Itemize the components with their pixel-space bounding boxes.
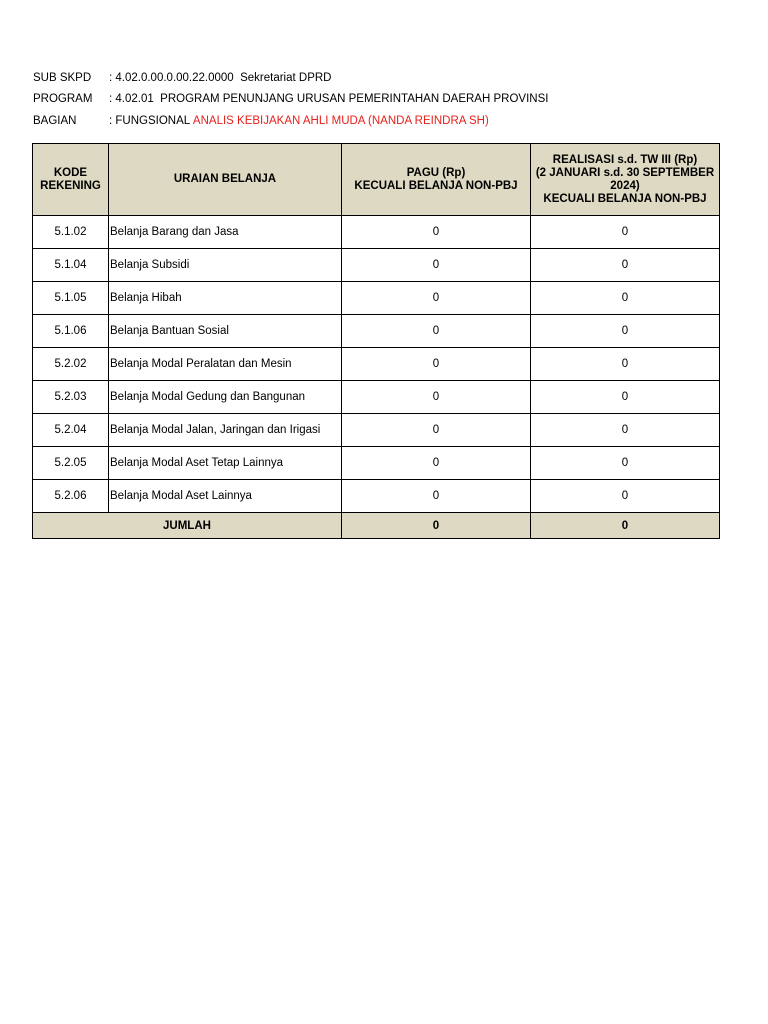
realisasi-cell: 0 xyxy=(531,315,720,348)
bagian-highlight: ANALIS KEBIJAKAN AHLI MUDA (NANDA REINDRA SH) xyxy=(192,114,489,127)
program-value: : 4.02.01 PROGRAM PENUNJANG URUSAN PEMERINTAHAN DAERAH PROVINSI xyxy=(109,93,549,106)
header-kode-line-1: KODE xyxy=(53,166,88,179)
pagu-cell: 0 xyxy=(342,249,531,282)
uraian-cell: Belanja Modal Peralatan dan Mesin xyxy=(109,348,342,381)
kode-cell: 5.1.04 xyxy=(33,249,109,282)
realisasi-cell: 0 xyxy=(531,249,720,282)
realisasi-cell: 0 xyxy=(531,216,720,249)
header-uraian-line-1: URAIAN BELANJA xyxy=(173,173,277,185)
uraian-cell: Belanja Modal Aset Tetap Lainnya xyxy=(109,447,342,480)
table-row xyxy=(33,216,720,249)
header-pagu xyxy=(342,144,531,216)
table-row xyxy=(33,348,720,381)
total-realisasi: 0 xyxy=(531,513,720,539)
kode-cell: 5.2.06 xyxy=(33,480,109,513)
pagu-cell: 0 xyxy=(342,381,531,414)
uraian-cell: Belanja Subsidi xyxy=(109,249,342,282)
kode-cell: 5.1.05 xyxy=(33,282,109,315)
uraian-cell: Belanja Bantuan Sosial xyxy=(109,315,342,348)
realisasi-cell: 0 xyxy=(531,480,720,513)
table-row xyxy=(33,381,720,414)
program-row xyxy=(33,89,548,111)
table-row xyxy=(33,315,720,348)
header-kode-line-2: REKENING xyxy=(40,179,101,192)
bagian-row xyxy=(33,110,548,132)
uraian-cell: Belanja Modal Jalan, Jaringan dan Irigasi xyxy=(109,414,342,447)
pagu-cell: 0 xyxy=(342,480,531,513)
program-label: PROGRAM xyxy=(33,93,93,106)
header-realisasi-line-1: REALISASI s.d. TW III (Rp) xyxy=(552,153,698,166)
total-label: JUMLAH xyxy=(33,513,342,539)
header-realisasi-line-4: KECUALI BELANJA NON-PBJ xyxy=(543,192,707,205)
document-header xyxy=(33,67,548,132)
total-row xyxy=(33,513,720,539)
header-realisasi-line-2: (2 JANUARI s.d. 30 SEPTEMBER xyxy=(535,166,715,179)
sub-skpd-row xyxy=(33,67,548,89)
uraian-cell: Belanja Barang dan Jasa xyxy=(109,216,342,249)
header-pagu-line-1: PAGU (Rp) xyxy=(406,166,466,179)
header-pagu-line-2: KECUALI BELANJA NON-PBJ xyxy=(354,179,518,192)
realisasi-cell: 0 xyxy=(531,381,720,414)
pagu-cell: 0 xyxy=(342,315,531,348)
pagu-cell: 0 xyxy=(342,414,531,447)
kode-cell: 5.2.05 xyxy=(33,447,109,480)
kode-cell: 5.2.04 xyxy=(33,414,109,447)
table-row xyxy=(33,480,720,513)
bagian-label: BAGIAN xyxy=(33,114,77,127)
header-realisasi xyxy=(531,144,720,216)
table-row xyxy=(33,447,720,480)
kode-cell: 5.1.06 xyxy=(33,315,109,348)
bagian-prefix: : FUNGSIONAL xyxy=(109,114,193,127)
realisasi-cell: 0 xyxy=(531,414,720,447)
kode-cell: 5.1.02 xyxy=(33,216,109,249)
header-kode-rekening xyxy=(33,144,109,216)
header-uraian-belanja xyxy=(109,144,342,216)
sub-skpd-value: : 4.02.0.00.0.00.22.0000 Sekretariat DPRD xyxy=(109,71,332,84)
realisasi-cell: 0 xyxy=(531,348,720,381)
total-pagu: 0 xyxy=(342,513,531,539)
realisasi-cell: 0 xyxy=(531,447,720,480)
uraian-cell: Belanja Modal Gedung dan Bangunan xyxy=(109,381,342,414)
kode-cell: 5.2.02 xyxy=(33,348,109,381)
uraian-cell: Belanja Hibah xyxy=(109,282,342,315)
table-row xyxy=(33,414,720,447)
table-row xyxy=(33,249,720,282)
pagu-cell: 0 xyxy=(342,348,531,381)
pagu-cell: 0 xyxy=(342,282,531,315)
uraian-cell: Belanja Modal Aset Lainnya xyxy=(109,480,342,513)
kode-cell: 5.2.03 xyxy=(33,381,109,414)
header-realisasi-line-3: 2024) xyxy=(610,179,640,192)
budget-table xyxy=(32,143,720,539)
pagu-cell: 0 xyxy=(342,447,531,480)
sub-skpd-label: SUB SKPD xyxy=(33,71,92,84)
pagu-cell: 0 xyxy=(342,216,531,249)
realisasi-cell: 0 xyxy=(531,282,720,315)
table-row xyxy=(33,282,720,315)
table-header-row xyxy=(33,144,720,216)
